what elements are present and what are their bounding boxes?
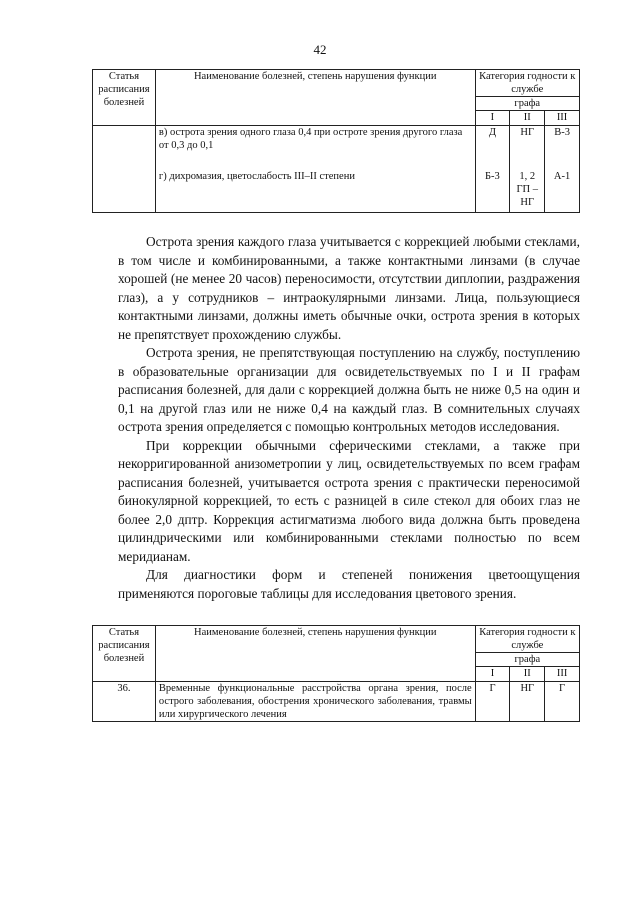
header-graph-1: I <box>475 667 510 681</box>
row-graph-3: А-1 <box>545 170 580 213</box>
row-graph-3: Г <box>545 681 580 721</box>
row-disease-name: Временные функциональные расстройства органа зрения, после острого заболевания, обострения хронического заболевания, травмы или хирургического лечения <box>155 681 475 721</box>
row-graph-1: Б-3 <box>475 170 510 213</box>
body-text <box>118 233 580 603</box>
table-header-row <box>93 70 580 97</box>
paragraph: Для диагностики форм и степеней понижения цветоощущения применяются пороговые таблицы для исследования цветового зрения. <box>118 567 580 601</box>
row-graph-1: Г <box>475 681 510 721</box>
header-graph-2: II <box>510 667 545 681</box>
row-disease-name: г) дихромазия, цветослабость III–II степени <box>155 170 475 213</box>
schedule-table-top <box>92 69 580 213</box>
table-row <box>93 681 580 721</box>
header-article: Статья расписания болезней <box>93 626 156 682</box>
table-row <box>93 170 580 213</box>
paragraph: Острота зрения, не препятствующая поступлению на службу, поступлению в образовательные организации для освидетельствуемых по I и II графам расписания болезней, для дали с коррекцией должна быть не ниже 0,5 на один и 0,1 на другой глаз или не ниже 0,4 на каждый глаз. В сомнительных случаях острота зрения определяется с помощью контрольных методов исследования. <box>118 345 580 434</box>
row-graph-2: НГ <box>510 125 545 170</box>
paragraph: При коррекции обычными сферическими стеклами, а также при некорригированной анизометропии у лиц, освидетельствуемых по всем графам расписания болезней, учитывается острота зрения с практически переносимой бинокулярной коррекцией, то есть с разницей в силе стекол для обоих глаз не более 2,0 дптр. Коррекция астигматизма любого вида должна быть проведена цилиндрическими или комбинированными стеклами полностью по всем меридианам. <box>118 437 580 564</box>
header-disease-name: Наименование болезней, степень нарушения функции <box>155 70 475 126</box>
header-category: Категория годности к службе <box>475 626 579 653</box>
row-article: 36. <box>93 681 156 721</box>
table-header-row <box>93 626 580 653</box>
row-graph-1: Д <box>475 125 510 170</box>
header-graph-1: I <box>475 111 510 125</box>
row-article <box>93 125 156 170</box>
header-graph-2: II <box>510 111 545 125</box>
header-graph: графа <box>475 97 579 111</box>
row-disease-name: в) острота зрения одного глаза 0,4 при остроте зрения другого глаза от 0,3 до 0,1 <box>155 125 475 170</box>
schedule-table-bottom <box>92 625 580 722</box>
table-row <box>93 125 580 170</box>
header-graph-3: III <box>545 111 580 125</box>
paragraph: Острота зрения каждого глаза учитывается с коррекцией любыми стеклами, в том числе и комбинированными, а также контактными линзами (в случае хорошей (не менее 20 часов) переносимости, отсутствии диплопии, раздражения глаз), а у сотрудников – интраокулярными линзами. Лица, пользующиеся контактными линзами, должны иметь обычные очки, острота зрения в которых не препятствует прохождению службы. <box>118 234 580 342</box>
header-article: Статья расписания болезней <box>93 70 156 126</box>
header-disease-name: Наименование болезней, степень нарушения функции <box>155 626 475 682</box>
header-graph-3: III <box>545 667 580 681</box>
row-graph-2: 1, 2 ГП – НГ <box>510 170 545 213</box>
header-graph: графа <box>475 653 579 667</box>
row-article <box>93 170 156 213</box>
row-graph-2: НГ <box>510 681 545 721</box>
page-number: 42 <box>313 42 327 57</box>
header-category: Категория годности к службе <box>475 70 579 97</box>
row-graph-3: В-3 <box>545 125 580 170</box>
